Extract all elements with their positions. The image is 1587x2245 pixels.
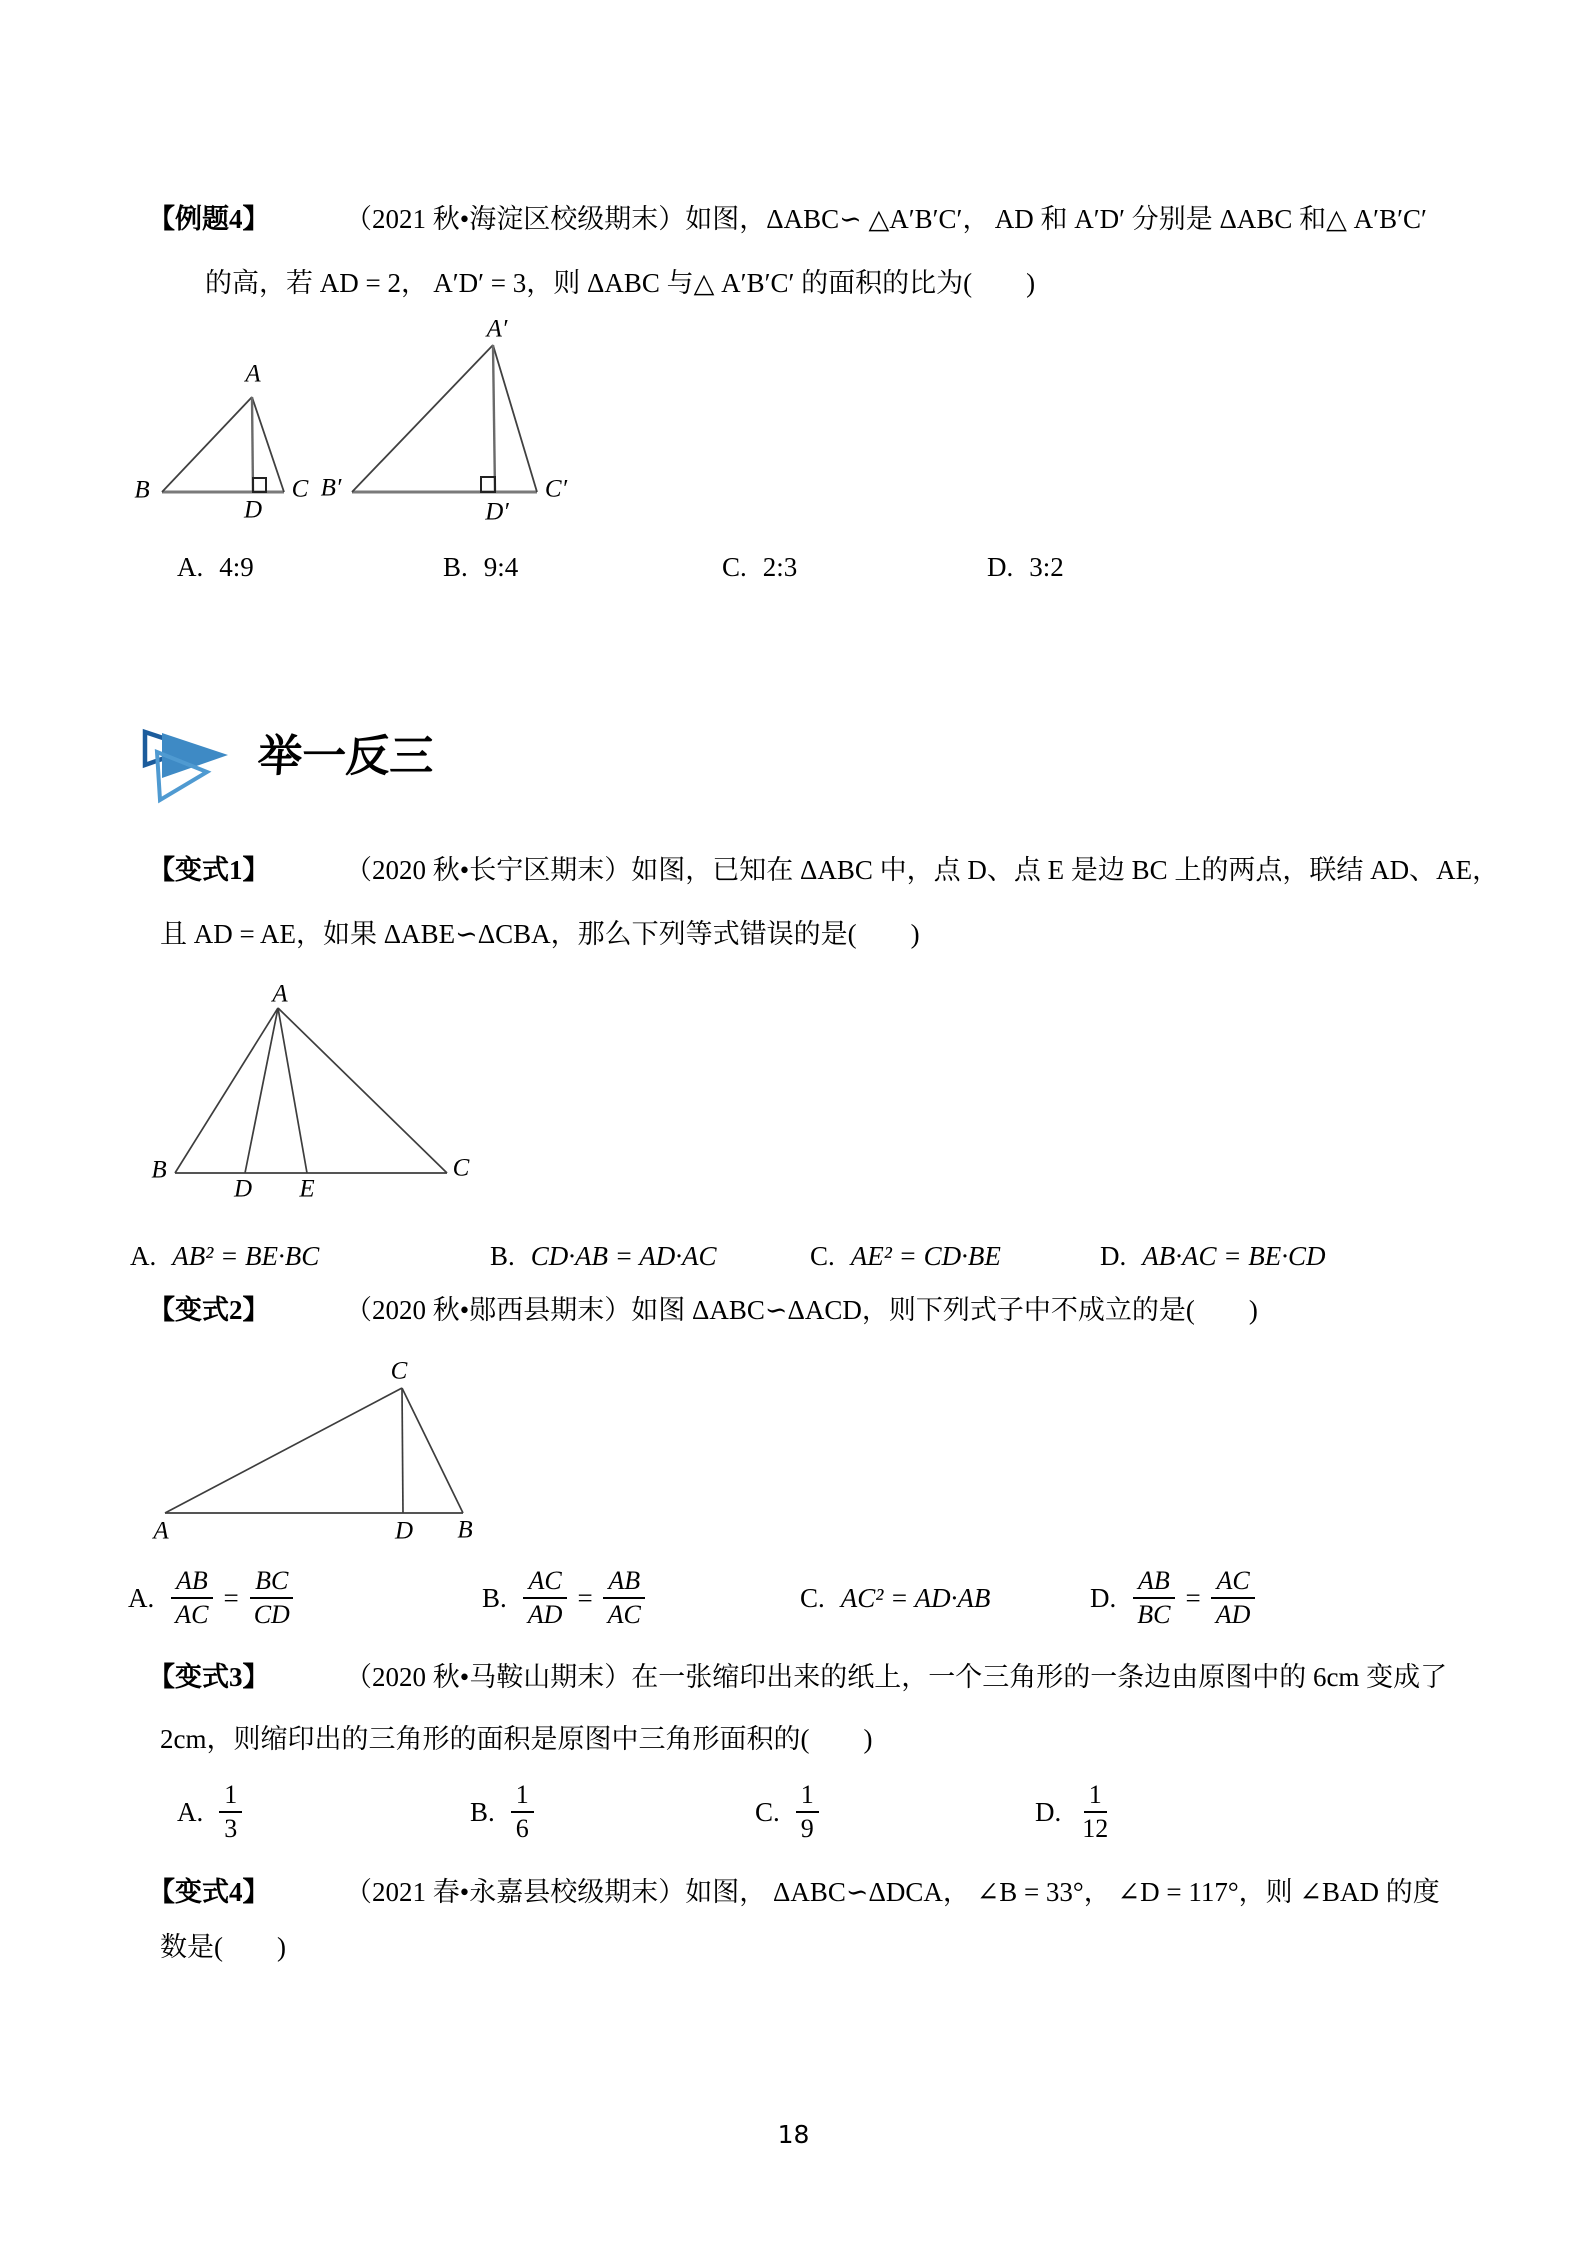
statement-line-1: （2020 秋•郧西县期末）如图 ΔABC∽ΔACD，则下列式子中不成立的是( ) xyxy=(345,1295,1258,1325)
option-c xyxy=(755,1770,819,1854)
vertex-label: C xyxy=(390,1357,408,1385)
option-label: B. xyxy=(482,1582,507,1613)
statement-line-1: （2021 春•永嘉县校级期末）如图， ΔABC∽ΔDCA， ∠B = 33°， ∠D = 117°，则 ∠BAD 的度 xyxy=(345,1877,1440,1907)
vertex-label: C xyxy=(452,1154,470,1182)
option-c xyxy=(722,551,797,583)
option-c xyxy=(810,1240,1001,1272)
fraction: $\frac{BC}{CD}$ xyxy=(249,1566,295,1630)
statement-line-2: 数是( ) xyxy=(160,1932,286,1962)
statement-line-2: 的高，若 AD = 2， A′D′ = 3，则 ΔABC 与△ A′B′C′ 的面积的比为( ) xyxy=(205,268,1036,298)
vertex-label: B xyxy=(134,476,150,504)
vertex-label: B′ xyxy=(320,474,342,502)
option-value: 9:4 xyxy=(483,552,519,582)
option-value: 3:2 xyxy=(1029,552,1064,582)
option-label: D. xyxy=(987,552,1014,582)
option-a xyxy=(130,1240,319,1272)
option-label: C. xyxy=(755,1796,780,1827)
statement-line-1: （2020 秋•马鞍山期末）在一张缩印出来的纸上，一个三角形的一条边由原图中的 6cm 变成了 xyxy=(345,1662,1448,1692)
option-a xyxy=(128,1556,295,1640)
vertex-label: C xyxy=(291,475,309,503)
statement-line-2: 2cm，则缩印出的三角形的面积是原图中三角形面积的( ) xyxy=(160,1724,873,1754)
fraction: $\frac{AB}{AC}$ xyxy=(170,1566,213,1630)
statement-line-1: （2020 秋•长宁区期末）如图，已知在 ΔABC 中，点 D、点 E 是边 BC 上的两点，联结 AD、AE， xyxy=(345,855,1500,885)
problem-tag: 【例题4】 xyxy=(148,204,270,234)
vertex-label: A xyxy=(245,360,261,388)
option-b xyxy=(443,551,518,583)
statement-line-1: （2021 秋•海淀区校级期末）如图，ΔABC∽ △A′B′C′， AD 和 A′D′ 分别是 ΔABC 和△ A′B′C′ xyxy=(345,204,1427,234)
fraction: $\frac{AC}{AD}$ xyxy=(1211,1566,1256,1630)
vertex-label: A xyxy=(153,1517,169,1545)
vertex-label: C′ xyxy=(544,475,568,503)
fraction: $\frac{AC}{AD}$ xyxy=(523,1566,568,1630)
option-label: B. xyxy=(490,1241,515,1271)
fraction: $\frac{1}{9}$ xyxy=(796,1780,819,1844)
vertex-label: B xyxy=(457,1516,473,1544)
option-d xyxy=(1100,1240,1325,1272)
option-value: AE² = CD·BE xyxy=(850,1241,1001,1271)
option-d xyxy=(1090,1556,1255,1640)
equals-sign: = xyxy=(1185,1582,1201,1613)
option-value: AC² = AD·AB xyxy=(840,1582,991,1613)
fraction: $\frac{1}{12}$ xyxy=(1082,1780,1109,1843)
option-value: AB·AC = BE·CD xyxy=(1142,1241,1326,1271)
option-label: D. xyxy=(1100,1241,1127,1271)
vertex-label: D′ xyxy=(485,498,509,526)
triangle-figure-variant1 xyxy=(100,975,600,1215)
vertex-label: D xyxy=(394,1517,414,1545)
option-label: B. xyxy=(470,1796,495,1827)
option-b xyxy=(470,1770,534,1854)
section-title: 举一反三 xyxy=(256,732,436,781)
fraction: $\frac{1}{3}$ xyxy=(219,1780,242,1844)
option-label: B. xyxy=(443,552,468,582)
option-value: AB² = BE·BC xyxy=(172,1241,320,1271)
triangle-figure-variant2 xyxy=(100,1355,600,1555)
vertex-label: B xyxy=(151,1156,167,1184)
option-label: A. xyxy=(177,552,204,582)
problem-tag: 【变式1】 xyxy=(148,855,270,885)
forward-triangles-icon xyxy=(138,720,238,808)
equals-sign: = xyxy=(223,1582,239,1613)
fraction: $\frac{AB}{AC}$ xyxy=(603,1566,646,1630)
option-value: 2:3 xyxy=(762,552,798,582)
vertex-label: E xyxy=(299,1175,315,1203)
page-number: 18 xyxy=(777,2120,810,2149)
option-b xyxy=(490,1240,716,1272)
option-label: C. xyxy=(800,1582,825,1613)
vertex-label: A xyxy=(272,980,288,1008)
option-label: A. xyxy=(128,1582,155,1613)
option-label: A. xyxy=(177,1796,204,1827)
statement-line-2: 且 AD = AE，如果 ΔABE∽ΔCBA，那么下列等式错误的是( ) xyxy=(160,919,920,949)
option-a xyxy=(177,1770,242,1854)
vertex-label: A′ xyxy=(486,315,508,343)
option-value: CD·AB = AD·AC xyxy=(530,1241,717,1271)
option-label: D. xyxy=(1090,1582,1117,1613)
vertex-label: D xyxy=(233,1175,253,1203)
option-b xyxy=(482,1556,646,1640)
option-label: C. xyxy=(722,552,747,582)
option-label: D. xyxy=(1035,1796,1062,1827)
problem-tag: 【变式3】 xyxy=(148,1662,270,1692)
problem-tag: 【变式2】 xyxy=(148,1295,270,1325)
option-d xyxy=(987,551,1064,583)
fraction: $\frac{AB}{BC}$ xyxy=(1132,1566,1175,1630)
vertex-label: D xyxy=(243,496,263,524)
problem-tag: 【变式4】 xyxy=(148,1877,270,1907)
option-d xyxy=(1035,1770,1113,1854)
equals-sign: = xyxy=(577,1582,593,1613)
option-value: 4:9 xyxy=(219,552,254,582)
triangle-figure-example4 xyxy=(100,315,700,545)
option-c xyxy=(800,1556,990,1640)
option-label: C. xyxy=(810,1241,835,1271)
option-label: A. xyxy=(130,1241,157,1271)
option-a xyxy=(177,551,254,583)
fraction: $\frac{1}{6}$ xyxy=(511,1780,534,1844)
